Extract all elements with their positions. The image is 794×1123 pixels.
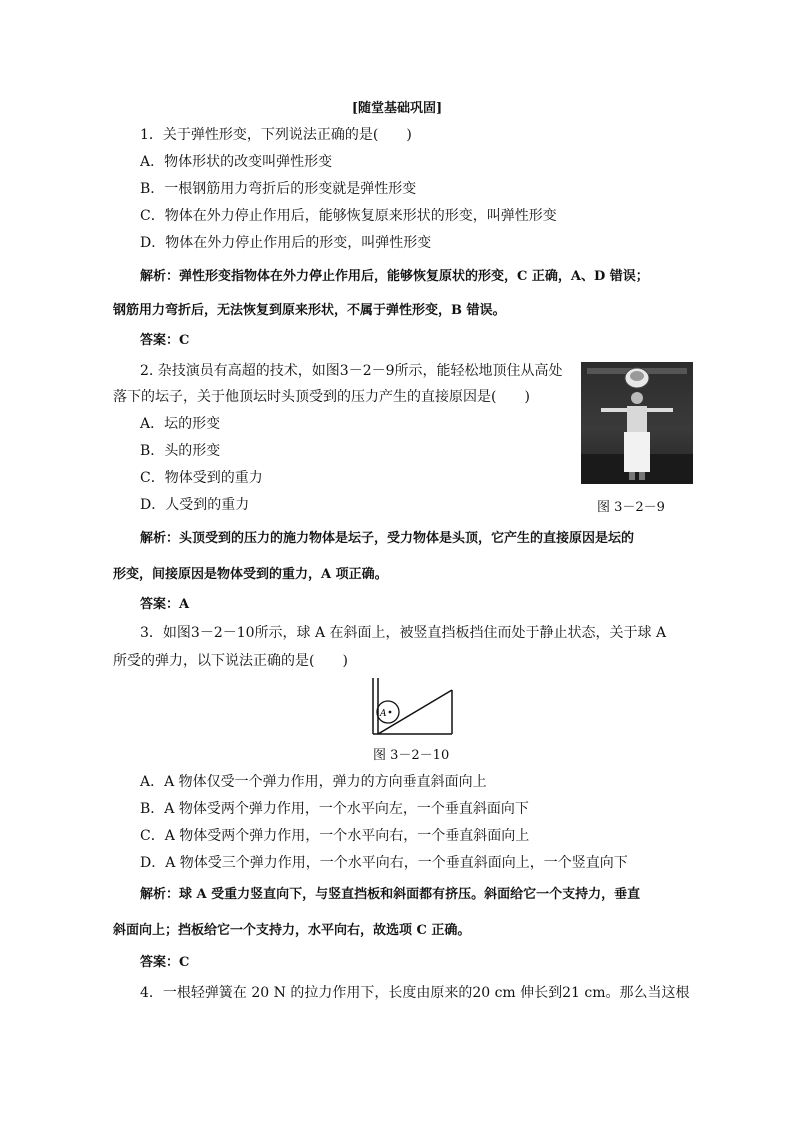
q3-stem-line2: 所受的弹力，以下说法正确的是( ) (113, 653, 348, 669)
q1-answer: 答案：C (140, 333, 190, 348)
q1-stem: 1．关于弹性形变，下列说法正确的是( ) (140, 127, 412, 143)
q3-option-d: D．A 物体受三个弹力作用，一个水平向右，一个垂直斜面向上，一个竖直向下 (140, 855, 628, 871)
q3-analysis-line2: 斜面向上；挡板给它一个支持力，水平向右，故选项 C 正确。 (113, 923, 471, 938)
q1-option-b: B．一根钢筋用力弯折后的形变就是弹性形变 (140, 181, 417, 197)
q2-option-c: C．物体受到的重力 (140, 470, 263, 486)
incline-ball-figure (368, 676, 458, 738)
q2-analysis-line2: 形变，间接原因是物体受到的重力，A 项正确。 (113, 567, 388, 582)
q2-option-b: B．头的形变 (140, 443, 221, 459)
ball-a-label: A (380, 709, 387, 719)
q3-option-c: C．A 物体受两个弹力作用，一个水平向右，一个垂直斜面向上 (140, 828, 530, 844)
q1-analysis-line1: 解析：弹性形变指物体在外力停止作用后，能够恢复原状的形变，C 正确，A、D 错误； (140, 269, 649, 284)
q3-analysis-line1: 解析：球 A 受重力竖直向下，与竖直挡板和斜面都有挤压。斜面给它一个支持力，垂直 (140, 887, 641, 902)
q4-stem-line1: 4．一根轻弹簧在 20 N 的拉力作用下，长度由原来的20 cm 伸长到21 cm。那么当这根 (140, 985, 690, 1001)
acrobat-illustration (581, 362, 693, 484)
q2-option-d: D．人受到的重力 (140, 497, 250, 513)
section-title: [随堂基础巩固] (351, 101, 443, 116)
q2-option-a: A．坛的形变 (140, 416, 221, 432)
q1-analysis-line2: 钢筋用力弯折后，无法恢复到原来形状，不属于弹性形变，B 错误。 (113, 303, 506, 318)
acrobat-photo (581, 362, 693, 484)
q3-figure-caption: 图 3－2－10 (373, 748, 450, 763)
q3-option-b: B．A 物体受两个弹力作用，一个水平向左，一个垂直斜面向下 (140, 801, 529, 817)
q1-option-c: C．物体在外力停止作用后，能够恢复原来形状的形变，叫弹性形变 (140, 208, 557, 224)
q1-option-d: D．物体在外力停止作用后的形变，叫弹性形变 (140, 235, 432, 251)
q1-option-a: A．物体形状的改变叫弹性形变 (140, 154, 333, 170)
q2-analysis-line1: 解析：头顶受到的压力的施力物体是坛子，受力物体是头顶，它产生的直接原因是坛的 (140, 531, 635, 546)
q2-stem-line1: 2. 杂技演员有高超的技术，如图3－2－9所示，能轻松地顶住从高处 (140, 363, 563, 379)
q2-stem-line2: 落下的坛子，关于他顶坛时头顶受到的压力产生的直接原因是( ) (113, 389, 530, 405)
q2-answer: 答案：A (140, 597, 190, 612)
q3-option-a: A．A 物体仅受一个弹力作用，弹力的方向垂直斜面向上 (140, 774, 487, 790)
q3-answer: 答案：C (140, 955, 190, 970)
q3-stem-line1: 3．如图3－2－10所示，球 A 在斜面上，被竖直挡板挡住而处于静止状态，关于球 A (140, 625, 667, 641)
q2-figure-caption: 图 3－2－9 (597, 500, 665, 515)
